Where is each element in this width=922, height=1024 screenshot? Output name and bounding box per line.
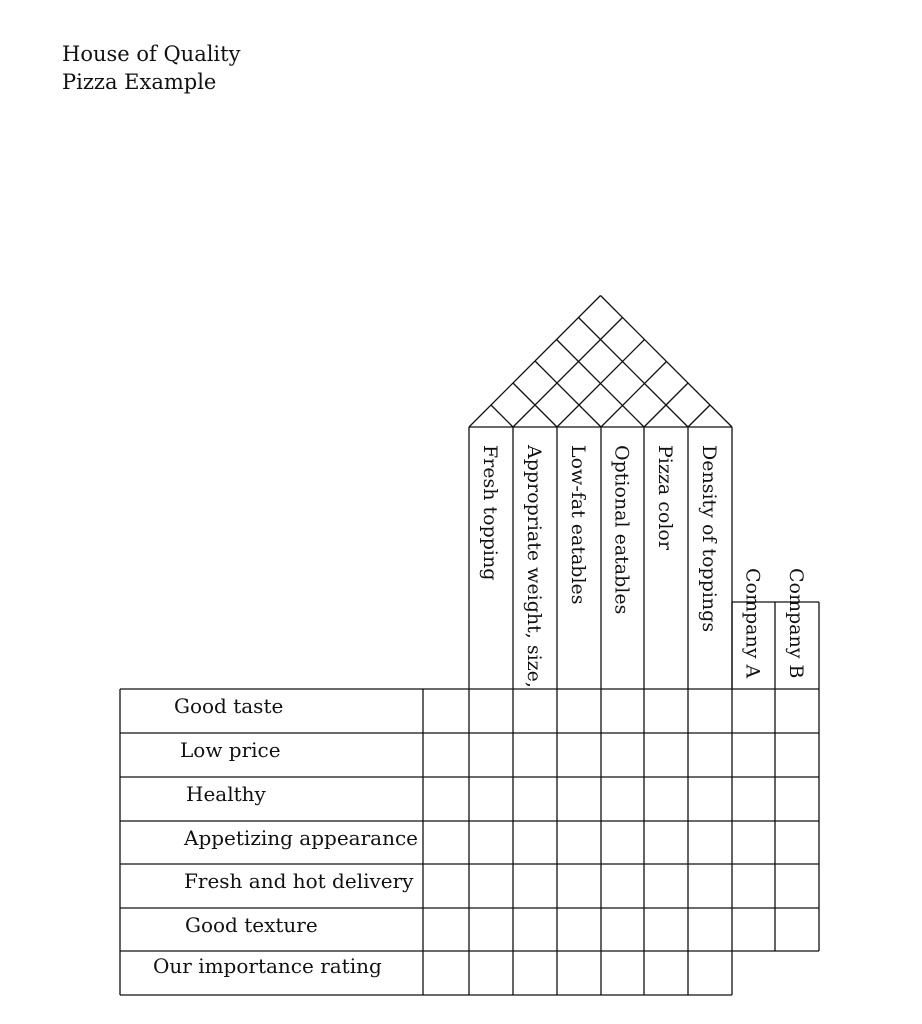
roof-grid-line [579,318,689,428]
roof-grid-line [491,405,513,427]
technical-requirement-label: Low-fat eatables [567,445,589,605]
customer-requirement-label: Fresh and hot delivery [184,869,414,893]
roof-grid-line [513,318,623,428]
roof-grid-line [535,361,601,427]
customer-requirement-label: Healthy [186,782,266,806]
technical-requirement-label: Optional eatables [610,445,633,615]
competitor-label: Company A [741,568,764,679]
customer-requirements [153,694,418,978]
importance-rating-label: Our importance rating [153,954,382,978]
diagram-subtitle: Pizza Example [62,70,217,94]
technical-requirements-header [469,427,732,689]
customer-requirement-label: Low price [180,738,281,762]
technical-requirement-label: Pizza color [654,445,676,550]
correlation-roof [469,296,732,428]
customer-requirement-label: Good texture [185,913,318,937]
technical-requirement-label: Appropriate weight, size, [523,445,545,688]
diagram-title: House of Quality [62,42,241,66]
technical-requirement-label: Fresh topping [479,445,501,581]
competitor-header [732,568,819,689]
competitor-label: Company B [785,568,807,679]
technical-requirement-label: Density of toppings [698,445,720,633]
customer-requirement-label: Good taste [174,694,284,718]
customer-requirement-label: Appetizing appearance [184,826,418,850]
roof-grid-line [688,405,710,427]
